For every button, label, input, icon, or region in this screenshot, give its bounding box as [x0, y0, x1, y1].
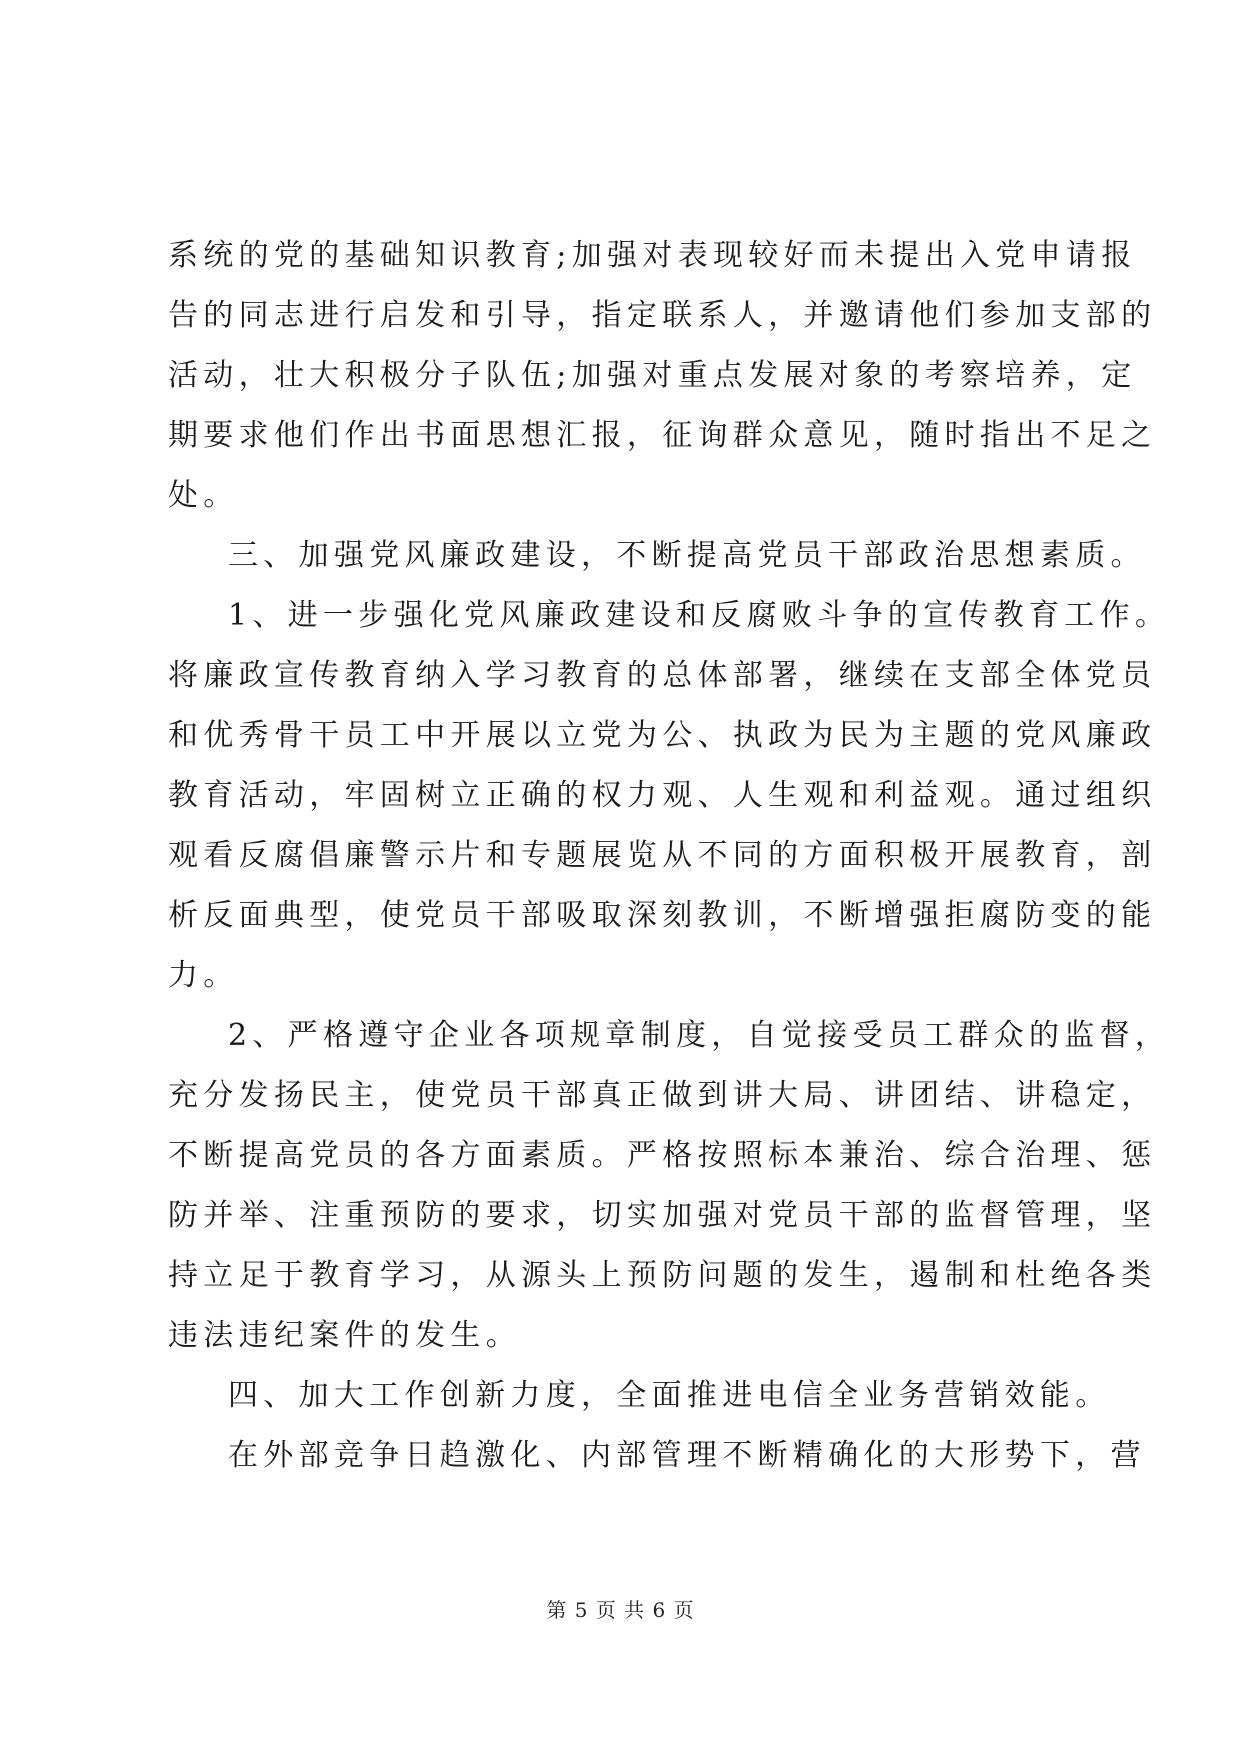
section-heading-3: 三、加强党风廉政建设，不断提高党员干部政治思想素质。: [228, 538, 1146, 573]
text-line-3: 活动，壮大积极分子队伍;加强对重点发展对象的考察培养，定: [168, 358, 1137, 393]
text-line-21: 在外部竞争日趋激化、内部管理不断精确化的大形势下，营: [228, 1438, 1146, 1473]
text-line-1: 系统的党的基础知识教育;加强对表现较好而未提出入党申请报: [168, 238, 1137, 273]
text-line-4: 期要求他们作出书面思想汇报，征询群众意见，随时指出不足之: [168, 418, 1157, 453]
text-line-2: 告的同志进行启发和引导，指定联系人，并邀请他们参加支部的: [168, 298, 1157, 333]
text-line-8: 将廉政宣传教育纳入学习教育的总体部署，继续在支部全体党员: [168, 658, 1157, 693]
section-heading-4: 四、加大工作创新力度，全面推进电信全业务营销效能。: [228, 1378, 1111, 1413]
text-line-14: 2、严格遵守企业各项规章制度，自觉接受员工群众的监督，: [228, 1018, 1171, 1053]
text-line-10: 教育活动，牢固树立正确的权力观、人生观和利益观。通过组织: [168, 778, 1157, 813]
text-line-15: 充分发扬民主，使党员干部真正做到讲大局、讲团结、讲稳定，: [168, 1078, 1157, 1113]
page-footer: 第 5 页 共 6 页: [546, 1598, 695, 1622]
text-line-18: 持立足于教育学习，从源头上预防问题的发生，遏制和杜绝各类: [168, 1258, 1157, 1293]
text-line-9: 和优秀骨干员工中开展以立党为公、执政为民为主题的党风廉政: [168, 718, 1157, 753]
text-line-13: 力。: [168, 958, 239, 993]
text-line-16: 不断提高党员的各方面素质。严格按照标本兼治、综合治理、惩: [168, 1138, 1157, 1173]
text-line-11: 观看反腐倡廉警示片和专题展览从不同的方面积极开展教育，剖: [168, 838, 1157, 873]
text-line-19: 违法违纪案件的发生。: [168, 1318, 521, 1353]
text-line-12: 析反面典型，使党员干部吸取深刻教训，不断增强拒腐防变的能: [168, 898, 1157, 933]
text-line-17: 防并举、注重预防的要求，切实加强对党员干部的监督管理，坚: [168, 1198, 1157, 1233]
text-line-5: 处。: [168, 478, 239, 513]
text-line-7: 1、进一步强化党风廉政建设和反腐败斗争的宣传教育工作。: [228, 598, 1171, 633]
